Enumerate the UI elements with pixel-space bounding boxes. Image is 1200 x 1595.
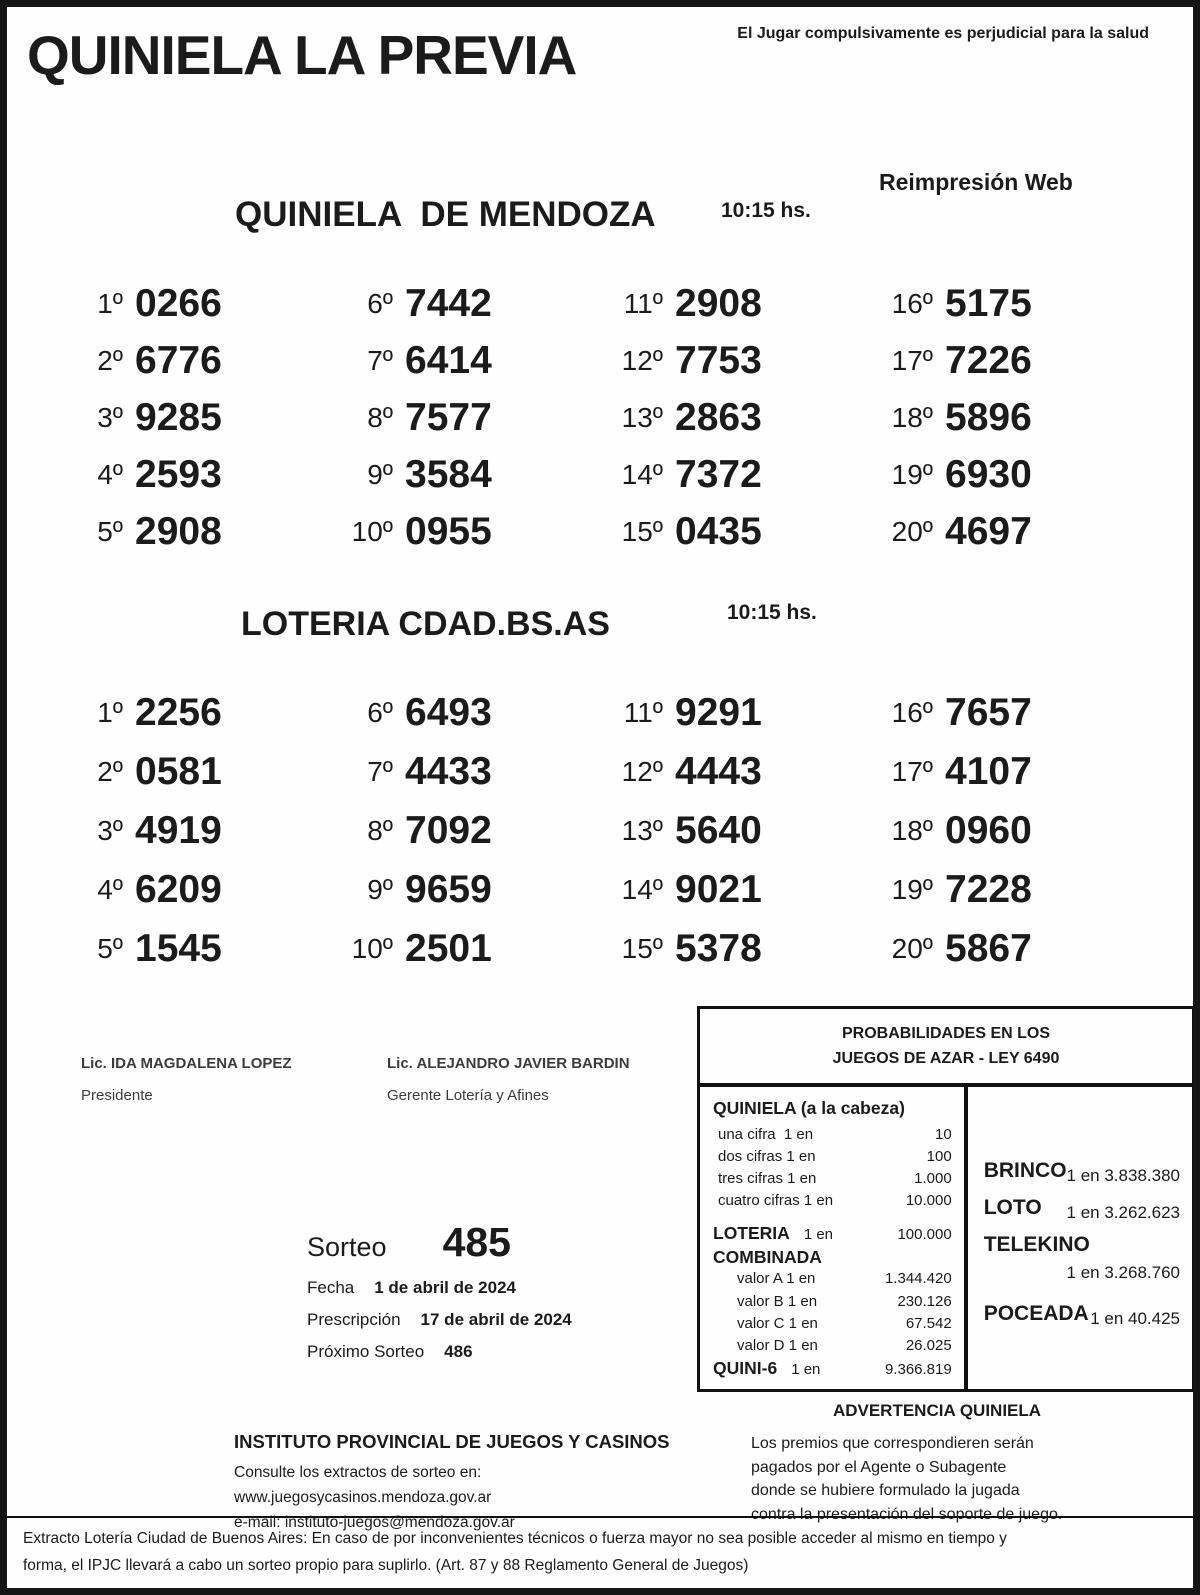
result-position: 20º [891, 515, 933, 547]
result-item [879, 683, 1149, 742]
draw-detail-row [307, 1278, 647, 1298]
result-position: 11º [623, 287, 663, 319]
quiniela-odds-row [713, 1168, 952, 1190]
result-item [69, 801, 339, 860]
odds-label: dos cifras 1 en [718, 1147, 816, 1165]
result-position: 3º [97, 814, 123, 846]
result-number: 0266 [135, 281, 222, 325]
result-item [69, 860, 339, 919]
quini6-odds-value: 9.366.819 [884, 1361, 952, 1378]
result-position: 18º [891, 401, 933, 433]
result-number: 2908 [675, 281, 762, 325]
odds-label: una cifra 1 en [718, 1125, 814, 1143]
probabilities-right-column [968, 1087, 1192, 1389]
result-position: 4º [97, 873, 123, 905]
section-time-mendoza: 10:15 hs. [721, 199, 811, 222]
section-title-mendoza: QUINIELA DE MENDOZA [235, 195, 656, 234]
result-number: 4443 [675, 749, 762, 793]
result-number: 5640 [675, 808, 762, 852]
result-item [339, 683, 609, 742]
draw-detail-label: Prescripción [307, 1310, 401, 1329]
quiniela-odds-row [713, 1190, 952, 1212]
result-position: 2º [97, 344, 123, 376]
result-item [339, 503, 609, 560]
game-odds-value: 1 en 3.268.760 [1066, 1262, 1180, 1282]
result-item [339, 919, 609, 978]
result-item [339, 275, 609, 332]
results-column [609, 275, 879, 560]
result-number: 9291 [675, 690, 762, 734]
odds-value: 26.025 [905, 1336, 952, 1354]
odds-value: 100 [926, 1147, 952, 1165]
warning-line: contra la presentación del soporte de juego. [751, 1505, 1063, 1523]
result-item [879, 860, 1149, 919]
result-position: 8º [367, 814, 393, 846]
result-number: 1545 [135, 926, 222, 970]
institute-line: www.juegosycasinos.mendoza.gov.ar [234, 1489, 492, 1506]
result-number: 2501 [405, 926, 492, 970]
probabilities-title-line1: PROBABILIDADES EN LOS [841, 1025, 1050, 1042]
result-number: 5378 [675, 926, 762, 970]
warning-line: donde se hubiere formulado la jugada [751, 1482, 1020, 1499]
draw-detail-label: Fecha [307, 1278, 355, 1297]
probabilities-body [700, 1087, 1192, 1389]
result-item [609, 446, 879, 503]
result-item [69, 389, 339, 446]
quiniela-odds-row [713, 1146, 952, 1168]
result-item [609, 742, 879, 801]
result-position: 14º [621, 873, 663, 905]
result-number: 4433 [405, 749, 492, 793]
probabilities-table [697, 1006, 1195, 1392]
loteria-odds-value: 100.000 [897, 1226, 952, 1244]
quini6-odds-row [713, 1358, 952, 1379]
section-time-bsas: 10:15 hs. [727, 601, 817, 624]
warning-line: pagados por el Agente o Subagente [751, 1458, 1007, 1476]
result-position: 19º [891, 458, 933, 490]
result-number: 7753 [675, 338, 762, 382]
result-item [69, 919, 339, 978]
result-number: 6776 [135, 338, 222, 382]
game-odds-value: 1 en 3.262.623 [1066, 1202, 1180, 1222]
result-item [69, 742, 339, 801]
result-position: 12º [621, 344, 663, 376]
odds-label: cuatro cifras 1 en [718, 1192, 834, 1210]
footer-line: forma, el IPJC llevará a cabo un sorteo propio para suplirlo. (Art. 87 y 88 Reglamento General de Juegos) [23, 1557, 749, 1574]
quiniela-warning [751, 1401, 1123, 1526]
result-number: 4697 [945, 509, 1032, 553]
result-number: 9021 [675, 867, 762, 911]
result-item [69, 332, 339, 389]
result-item [879, 389, 1149, 446]
result-position: 6º [367, 287, 393, 319]
result-position: 15º [621, 515, 663, 547]
probabilities-title-line2: JUEGOS DE AZAR - LEY 6490 [832, 1049, 1060, 1067]
result-item [879, 742, 1149, 801]
institute-line: e-mail: instituto-juegos@mendoza.gov.ar [234, 1514, 515, 1531]
quiniela-warning-lines [751, 1432, 1123, 1526]
institute-heading: INSTITUTO PROVINCIAL DE JUEGOS Y CASINOS [234, 1431, 670, 1452]
odds-label: valor B 1 en [737, 1292, 818, 1310]
result-number: 9285 [135, 395, 222, 439]
result-number: 0435 [675, 509, 762, 553]
result-number: 4919 [135, 808, 222, 852]
results-grid-bsas [69, 683, 1149, 978]
result-number: 7442 [405, 281, 492, 325]
draw-detail-label: Próximo Sorteo [307, 1342, 425, 1361]
result-position: 18º [891, 814, 933, 846]
result-item [339, 446, 609, 503]
footer-note [7, 1516, 1193, 1588]
result-position: 13º [621, 814, 663, 846]
draw-number-value: 485 [442, 1219, 511, 1265]
result-number: 2908 [135, 509, 222, 553]
warning-line: Los premios que correspondieren serán [751, 1435, 1034, 1452]
game-odds-row [984, 1159, 1180, 1183]
game-name: LOTO [983, 1195, 1042, 1219]
probabilities-left-column [700, 1087, 968, 1389]
odds-label: tres cifras 1 en [718, 1169, 817, 1187]
result-number: 2593 [135, 452, 222, 496]
signatory-name: Lic. ALEJANDRO JAVIER BARDIN [387, 1055, 630, 1072]
result-number: 7092 [405, 808, 492, 852]
result-number: 6209 [135, 867, 222, 911]
result-item [609, 683, 879, 742]
result-number: 5896 [945, 395, 1032, 439]
signatory-role: Gerente Lotería y Afines [387, 1087, 549, 1104]
quini6-odds-mid: 1 en [791, 1361, 821, 1378]
result-number: 7228 [945, 867, 1032, 911]
loteria-odds-row [713, 1223, 952, 1244]
result-item [879, 503, 1149, 560]
combinada-odds-row [713, 1268, 952, 1290]
result-number: 9659 [405, 867, 492, 911]
results-column [339, 275, 609, 560]
result-item [609, 389, 879, 446]
result-item [879, 919, 1149, 978]
probabilities-title [700, 1009, 1192, 1087]
result-item [879, 801, 1149, 860]
combinada-heading: COMBINADA [713, 1247, 822, 1268]
result-item [339, 332, 609, 389]
result-item [339, 801, 609, 860]
result-position: 3º [97, 401, 123, 433]
signatory-manager [387, 1055, 630, 1104]
page-title: QUINIELA LA PREVIA [27, 24, 577, 86]
footer-lines [23, 1525, 1177, 1579]
institute-line: Consulte los extractos de sorteo en: [234, 1464, 482, 1481]
game-odds-row [984, 1196, 1180, 1220]
result-position: 9º [367, 873, 393, 905]
combinada-heading-row [713, 1247, 952, 1268]
result-number: 2863 [675, 395, 762, 439]
result-item [609, 503, 879, 560]
result-position: 5º [97, 515, 123, 547]
results-column [879, 683, 1149, 978]
result-position: 19º [891, 873, 933, 905]
result-item [69, 503, 339, 560]
result-position: 16º [891, 287, 933, 319]
results-column [69, 683, 339, 978]
game-odds-row [984, 1233, 1180, 1280]
odds-value: 1.344.420 [884, 1270, 952, 1288]
result-item [609, 332, 879, 389]
result-position: 7º [367, 755, 393, 787]
result-number: 7372 [675, 452, 762, 496]
combinada-odds-row [713, 1291, 952, 1313]
draw-detail-value: 1 de abril de 2024 [374, 1278, 516, 1297]
result-position: 10º [351, 515, 393, 547]
result-item [339, 389, 609, 446]
result-item [69, 446, 339, 503]
game-name: TELEKINO [983, 1232, 1090, 1256]
result-item [609, 275, 879, 332]
draw-detail-value: 486 [444, 1342, 473, 1361]
result-number: 0955 [405, 509, 492, 553]
result-item [609, 801, 879, 860]
signatory-name: Lic. IDA MAGDALENA LOPEZ [81, 1055, 292, 1072]
result-number: 6493 [405, 690, 492, 734]
result-item [69, 683, 339, 742]
result-item [339, 742, 609, 801]
result-position: 7º [367, 344, 393, 376]
result-position: 17º [891, 344, 933, 376]
result-item [339, 860, 609, 919]
results-grid-mendoza [69, 275, 1149, 560]
quiniela-odds-row [713, 1124, 952, 1146]
result-number: 7657 [945, 690, 1032, 734]
odds-value: 1.000 [914, 1169, 952, 1187]
result-number: 3584 [405, 452, 492, 496]
odds-label: valor C 1 en [737, 1314, 818, 1332]
result-position: 8º [367, 401, 393, 433]
result-position: 2º [97, 755, 123, 787]
game-odds-value: 1 en 40.425 [1090, 1308, 1180, 1328]
odds-label: valor A 1 en [737, 1270, 816, 1288]
result-item [609, 919, 879, 978]
result-item [879, 446, 1149, 503]
result-position: 16º [891, 696, 933, 728]
result-position: 12º [621, 755, 663, 787]
result-number: 4107 [945, 749, 1032, 793]
result-number: 0581 [135, 749, 222, 793]
result-position: 9º [367, 458, 393, 490]
result-position: 10º [351, 932, 393, 964]
odds-value: 230.126 [897, 1292, 952, 1310]
signatory-role: Presidente [81, 1087, 153, 1104]
results-column [339, 683, 609, 978]
odds-value: 10 [935, 1125, 952, 1143]
health-warning: El Jugar compulsivamente es perjudicial para la salud [737, 25, 1149, 42]
result-position: 5º [97, 932, 123, 964]
game-odds-value: 1 en 3.838.380 [1066, 1165, 1180, 1185]
quiniela-odds-rows [713, 1124, 952, 1213]
result-item [879, 275, 1149, 332]
result-number: 7226 [945, 338, 1032, 382]
result-position: 4º [97, 458, 123, 490]
reprint-web-label: Reimpresión Web [879, 169, 1073, 195]
result-position: 20º [891, 932, 933, 964]
result-item [69, 275, 339, 332]
footer-line: Extracto Lotería Ciudad de Buenos Aires: En caso de por inconvenientes técnicos o fuerza mayor no sea posible acceder al mismo en tiempo y [23, 1530, 1007, 1547]
result-position: 1º [97, 287, 123, 319]
result-number: 6930 [945, 452, 1032, 496]
game-name: BRINCO [983, 1158, 1067, 1182]
odds-value: 10.000 [905, 1192, 952, 1210]
combinada-odds-row [713, 1335, 952, 1357]
results-column [609, 683, 879, 978]
result-position: 11º [623, 696, 663, 728]
draw-detail-value: 17 de abril de 2024 [420, 1310, 572, 1329]
result-number: 5175 [945, 281, 1032, 325]
game-odds-row [984, 1302, 1180, 1326]
combinada-odds-rows [713, 1268, 952, 1357]
draw-info [307, 1219, 647, 1362]
loteria-odds-mid: 1 en [803, 1226, 834, 1244]
result-item [879, 332, 1149, 389]
result-position: 15º [621, 932, 663, 964]
result-position: 14º [621, 458, 663, 490]
result-position: 13º [621, 401, 663, 433]
combinada-odds-row [713, 1313, 952, 1335]
draw-number-row [307, 1219, 647, 1266]
result-number: 6414 [405, 338, 492, 382]
draw-detail-row [307, 1310, 647, 1330]
result-number: 5867 [945, 926, 1032, 970]
loteria-odds-label: LOTERIA [713, 1223, 790, 1244]
section-title-bsas: LOTERIA CDAD.BS.AS [241, 605, 610, 643]
draw-number-label: Sorteo [307, 1232, 387, 1262]
result-number: 2256 [135, 690, 222, 734]
result-number: 0960 [945, 808, 1032, 852]
result-position: 1º [97, 696, 123, 728]
draw-detail-row [307, 1342, 647, 1362]
result-position: 6º [367, 696, 393, 728]
result-position: 17º [891, 755, 933, 787]
game-name: POCEADA [983, 1301, 1089, 1325]
quiniela-odds-heading: QUINIELA (a la cabeza) [713, 1097, 905, 1118]
quiniela-warning-heading: ADVERTENCIA QUINIELA [832, 1401, 1042, 1420]
odds-label: valor D 1 en [737, 1336, 818, 1354]
result-number: 7577 [405, 395, 492, 439]
result-item [609, 860, 879, 919]
quini6-odds-label: QUINI-6 [713, 1358, 778, 1378]
draw-detail-lines [307, 1278, 647, 1362]
results-column [879, 275, 1149, 560]
results-column [69, 275, 339, 560]
signatory-president [81, 1055, 292, 1104]
odds-value: 67.542 [905, 1314, 952, 1332]
